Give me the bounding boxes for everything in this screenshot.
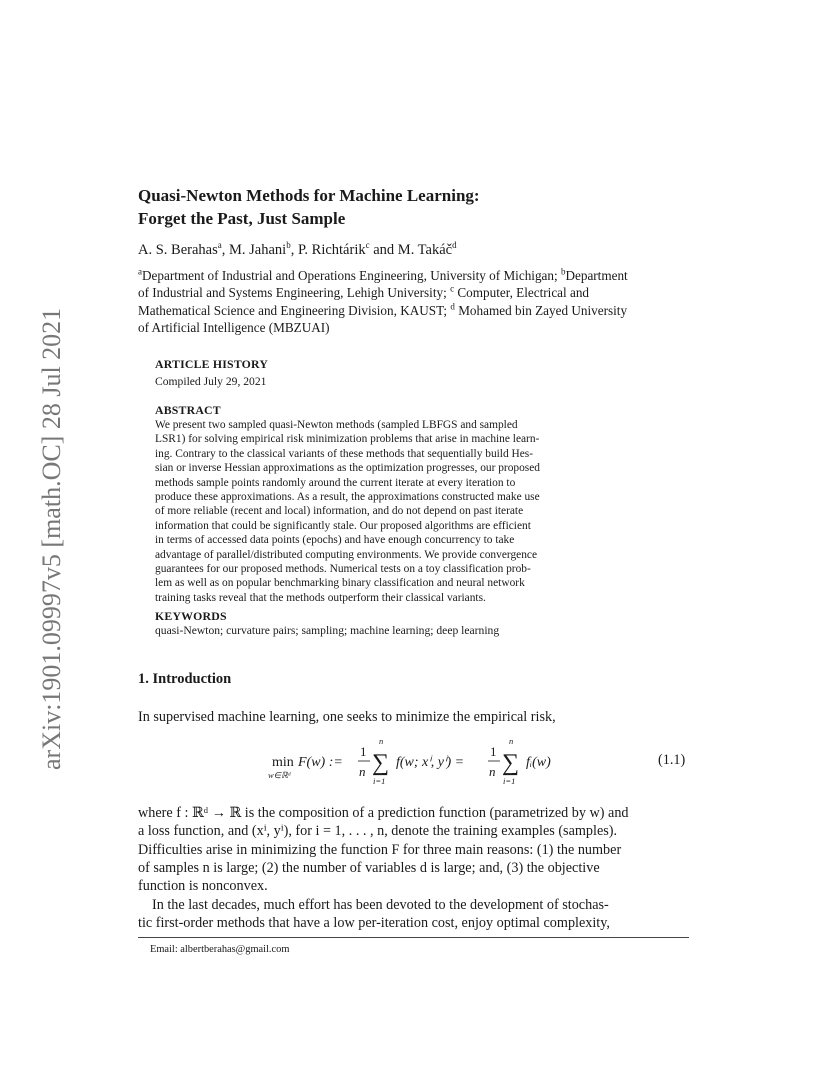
- author-1-mark: a: [217, 240, 222, 251]
- abstract-line: We present two sampled quasi-Newton methods (sampled LBFGS and sampled: [155, 419, 518, 431]
- author-3-mark: c: [365, 240, 370, 251]
- eq-frac1-num: 1: [360, 744, 367, 759]
- paragraph-line: tic first-order methods that have a low per-iteration cost, enjoy optimal complexity,: [138, 915, 610, 932]
- abstract-line: training tasks reveal that the methods outperform their classical variants.: [155, 591, 486, 604]
- affiliation-line-1: $^a$Department of Industrial and Operations Engineering, University of Michigan; $^b$Department: [138, 266, 628, 283]
- author-list: [138, 241, 457, 259]
- abstract-line: in terms of accessed data points (epochs) and have enough concurrency to take: [155, 534, 515, 547]
- keywords-heading: KEYWORDS: [155, 609, 227, 623]
- footnote-email: Email: albertberahas@gmail.com: [150, 944, 290, 955]
- affiliation-line-3: Mathematical Science and Engineering Division, KAUST; $^d$ Mohamed bin Zayed University: [138, 301, 628, 318]
- author-1: A. S. Berahas: [138, 242, 218, 258]
- eq-min: min: [272, 755, 294, 770]
- abstract-line: guarantees for our proposed methods. Numerical tests on a toy classification prob-: [155, 563, 531, 576]
- abstract-line: sian or inverse Hessian approximations as the optimization progresses, our proposed: [155, 462, 540, 475]
- eq-sum1-bottom: i=1: [373, 776, 386, 786]
- eq-frac1-den: n: [359, 764, 366, 779]
- eq-frac2-num: 1: [490, 744, 497, 759]
- abstract-line: lem as well as on popular benchmarking binary classification and neural network: [155, 577, 525, 590]
- equation-1-1: [262, 736, 582, 792]
- abstract-line: methods sample points randomly around the current iterate at every iteration to: [155, 476, 516, 489]
- abstract-line: information that could be significantly stale. Our proposed algorithms are efficient: [155, 519, 531, 532]
- abstract-line: LSR1) for solving empirical risk minimization problems that arise in machine learn-: [155, 433, 540, 446]
- keywords-text: quasi-Newton; curvature pairs; sampling; machine learning; deep learning: [155, 624, 500, 637]
- intro-paragraph-2: [138, 804, 689, 895]
- affiliation-line-2: of Industrial and Systems Engineering, Lehigh University; $^c$ Computer, Electrical and: [138, 284, 590, 301]
- paragraph-line: of samples n is large; (2) the number of variables d is large; and, (3) the objective: [138, 859, 600, 876]
- paragraph-line: In the last decades, much effort has been devoted to the development of stochas-: [152, 897, 609, 913]
- abstract-line: ing. Contrary to the classical variants of these methods that sequentially build Hes-: [155, 447, 534, 460]
- paragraph-line: Difficulties arise in minimizing the function F for three main reasons: (1) the number: [138, 841, 622, 858]
- author-2: , M. Jahani: [221, 242, 287, 258]
- eq-sum2-bottom: i=1: [503, 776, 516, 786]
- intro-paragraph-3: [138, 896, 689, 933]
- author-4-mark: d: [452, 240, 457, 251]
- history-text: Compiled July 29, 2021: [155, 375, 267, 388]
- eq-sum1-sign: ∑: [372, 750, 390, 776]
- eq-sum2-sign: ∑: [502, 750, 520, 776]
- eq-frac2-den: n: [489, 764, 496, 779]
- paragraph-line: where f : ℝᵈ → ℝ is the composition of a prediction function (parametrized by w) and: [138, 805, 629, 821]
- abstract-body: [155, 418, 608, 605]
- abstract-heading: ABSTRACT: [155, 403, 221, 417]
- equation-number: (1.1): [658, 752, 686, 768]
- arxiv-stamp: [18, 280, 68, 780]
- eq-term1: f(w; xⁱ, yⁱ) =: [396, 755, 465, 770]
- affiliation-line-4: of Artificial Intelligence (MBZUAI): [138, 320, 330, 336]
- title-line-2: Forget the Past, Just Sample: [138, 209, 346, 228]
- eq-sum2-top: n: [509, 736, 514, 746]
- arxiv-stamp-text: arXiv:1901.09997v5 [math.OC] 28 Jul 2021: [37, 307, 66, 770]
- abstract-line: of more reliable (recent and local) information, and do not depend on past iterate: [155, 505, 524, 518]
- eq-min-subscript: w∈ℝᵈ: [268, 770, 291, 780]
- author-3: , P. Richtárik: [290, 242, 366, 258]
- eq-term2: fᵢ(w): [526, 755, 551, 770]
- intro-paragraph-1: In supervised machine learning, one seeks to minimize the empirical risk,: [138, 709, 556, 725]
- affiliations: [138, 267, 694, 337]
- eq-sum1-top: n: [379, 736, 384, 746]
- paper-title: [138, 184, 480, 230]
- eq-lhs: F(w) :=: [298, 755, 343, 770]
- abstract-line: produce these approximations. As a result, the approximations constructed make use: [155, 491, 540, 504]
- author-4: and M. Takáč: [369, 242, 453, 258]
- paragraph-line: function is nonconvex.: [138, 878, 268, 895]
- title-line-1: Quasi-Newton Methods for Machine Learning:: [138, 186, 480, 205]
- abstract-line: advantage of parallel/distributed computing environments. We provide convergence: [155, 548, 538, 561]
- section-heading: 1. Introduction: [138, 671, 232, 687]
- history-heading: ARTICLE HISTORY: [155, 357, 269, 371]
- footnote-rule: [138, 937, 689, 938]
- paragraph-line: a loss function, and (xⁱ, yⁱ), for i = 1, . . . , n, denote the training examples (samples).: [138, 823, 618, 840]
- author-2-mark: b: [286, 240, 291, 251]
